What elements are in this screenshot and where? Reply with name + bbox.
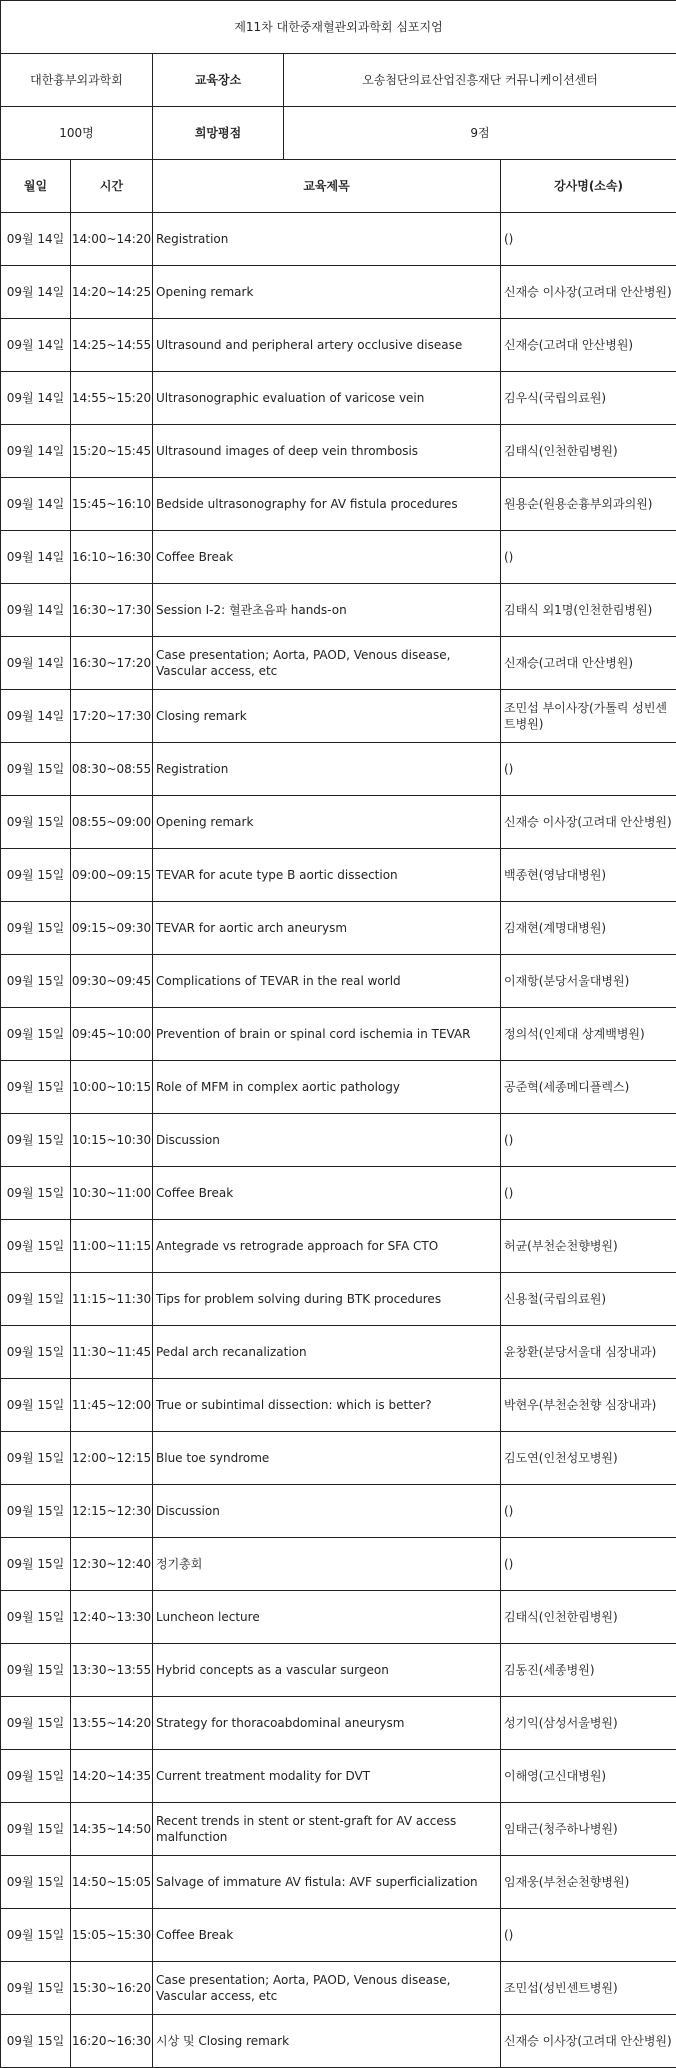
session-subject: Ultrasound images of deep vein thrombosis bbox=[153, 425, 501, 478]
session-lecturer: 신재승 이사장(고려대 안산병원) bbox=[501, 2015, 676, 2068]
session-time: 14:50~15:05 bbox=[71, 1856, 153, 1909]
session-subject: Blue toe syndrome bbox=[153, 1432, 501, 1485]
col-date-header: 월일 bbox=[1, 160, 71, 213]
session-time: 17:20~17:30 bbox=[71, 690, 153, 743]
session-time: 14:20~14:35 bbox=[71, 1750, 153, 1803]
schedule-row bbox=[1, 1379, 676, 1432]
session-time: 12:30~12:40 bbox=[71, 1538, 153, 1591]
session-lecturer: 김재현(계명대병원) bbox=[501, 902, 676, 955]
session-date: 09월 14일 bbox=[1, 372, 71, 425]
session-time: 14:35~14:50 bbox=[71, 1803, 153, 1856]
session-time: 16:30~17:20 bbox=[71, 637, 153, 690]
schedule-row bbox=[1, 266, 676, 319]
session-subject: Ultrasonographic evaluation of varicose vein bbox=[153, 372, 501, 425]
session-subject: Closing remark bbox=[153, 690, 501, 743]
session-date: 09월 15일 bbox=[1, 1326, 71, 1379]
schedule-row bbox=[1, 1432, 676, 1485]
venue-label: 교육장소 bbox=[153, 54, 284, 107]
session-lecturer: 김우식(국립의료원) bbox=[501, 372, 676, 425]
col-time-header: 시간 bbox=[71, 160, 153, 213]
session-subject: Role of MFM in complex aortic pathology bbox=[153, 1061, 501, 1114]
session-date: 09월 15일 bbox=[1, 1538, 71, 1591]
schedule-row bbox=[1, 2015, 676, 2068]
schedule-row bbox=[1, 1220, 676, 1273]
session-date: 09월 15일 bbox=[1, 1909, 71, 1962]
session-subject: Coffee Break bbox=[153, 1167, 501, 1220]
session-lecturer: 허균(부천순천향병원) bbox=[501, 1220, 676, 1273]
session-lecturer: 이재항(분당서울대병원) bbox=[501, 955, 676, 1008]
session-date: 09월 15일 bbox=[1, 1591, 71, 1644]
session-time: 12:15~12:30 bbox=[71, 1485, 153, 1538]
column-header-row bbox=[1, 160, 676, 213]
session-time: 09:00~09:15 bbox=[71, 849, 153, 902]
session-time: 16:30~17:30 bbox=[71, 584, 153, 637]
session-lecturer: () bbox=[501, 1538, 676, 1591]
session-lecturer: 윤창환(분당서울대 심장내과) bbox=[501, 1326, 676, 1379]
schedule-row bbox=[1, 1644, 676, 1697]
session-date: 09월 14일 bbox=[1, 690, 71, 743]
session-time: 10:15~10:30 bbox=[71, 1114, 153, 1167]
session-subject: Opening remark bbox=[153, 266, 501, 319]
session-lecturer: 김동진(세종병원) bbox=[501, 1644, 676, 1697]
title-row bbox=[1, 1, 676, 54]
session-subject: Tips for problem solving during BTK procedures bbox=[153, 1273, 501, 1326]
session-date: 09월 14일 bbox=[1, 425, 71, 478]
session-date: 09월 15일 bbox=[1, 1114, 71, 1167]
session-date: 09월 15일 bbox=[1, 1273, 71, 1326]
session-date: 09월 15일 bbox=[1, 743, 71, 796]
schedule-row bbox=[1, 531, 676, 584]
capacity-row bbox=[1, 107, 676, 160]
session-time: 15:45~16:10 bbox=[71, 478, 153, 531]
schedule-row bbox=[1, 213, 676, 266]
session-lecturer: 원용순(원용순흉부외과의원) bbox=[501, 478, 676, 531]
session-time: 15:30~16:20 bbox=[71, 1962, 153, 2015]
session-subject: Hybrid concepts as a vascular surgeon bbox=[153, 1644, 501, 1697]
session-time: 09:30~09:45 bbox=[71, 955, 153, 1008]
schedule-row bbox=[1, 1485, 676, 1538]
session-lecturer: () bbox=[501, 1485, 676, 1538]
session-lecturer: () bbox=[501, 531, 676, 584]
session-time: 10:30~11:00 bbox=[71, 1167, 153, 1220]
col-subject-header: 교육제목 bbox=[153, 160, 501, 213]
schedule-row bbox=[1, 1909, 676, 1962]
session-time: 16:20~16:30 bbox=[71, 2015, 153, 2068]
session-subject: Coffee Break bbox=[153, 1909, 501, 1962]
session-subject: 시상 및 Closing remark bbox=[153, 2015, 501, 2068]
document-title: 제11차 대한중재혈관외과학회 심포지엄 bbox=[1, 1, 676, 54]
session-lecturer: 신재승 이사장(고려대 안산병원) bbox=[501, 266, 676, 319]
schedule-row bbox=[1, 1273, 676, 1326]
session-subject: Ultrasound and peripheral artery occlusive disease bbox=[153, 319, 501, 372]
session-lecturer: 신재승(고려대 안산병원) bbox=[501, 319, 676, 372]
schedule-row bbox=[1, 796, 676, 849]
session-time: 12:40~13:30 bbox=[71, 1591, 153, 1644]
session-date: 09월 15일 bbox=[1, 1697, 71, 1750]
session-date: 09월 14일 bbox=[1, 319, 71, 372]
session-time: 13:55~14:20 bbox=[71, 1697, 153, 1750]
schedule-row bbox=[1, 372, 676, 425]
session-lecturer: 조민섭(성빈센트병원) bbox=[501, 1962, 676, 2015]
session-subject: Coffee Break bbox=[153, 531, 501, 584]
session-date: 09월 15일 bbox=[1, 1962, 71, 2015]
session-date: 09월 15일 bbox=[1, 1750, 71, 1803]
credit-label: 희망평점 bbox=[153, 107, 284, 160]
session-time: 14:20~14:25 bbox=[71, 266, 153, 319]
session-lecturer: () bbox=[501, 1167, 676, 1220]
session-date: 09월 15일 bbox=[1, 955, 71, 1008]
session-time: 08:30~08:55 bbox=[71, 743, 153, 796]
session-date: 09월 15일 bbox=[1, 1061, 71, 1114]
session-date: 09월 15일 bbox=[1, 1856, 71, 1909]
session-lecturer: 백종현(영남대병원) bbox=[501, 849, 676, 902]
schedule-row bbox=[1, 1008, 676, 1061]
session-date: 09월 15일 bbox=[1, 796, 71, 849]
session-time: 14:25~14:55 bbox=[71, 319, 153, 372]
organizer-row bbox=[1, 54, 676, 107]
schedule-row bbox=[1, 1591, 676, 1644]
session-lecturer: 신재승 이사장(고려대 안산병원) bbox=[501, 796, 676, 849]
session-time: 08:55~09:00 bbox=[71, 796, 153, 849]
session-time: 15:20~15:45 bbox=[71, 425, 153, 478]
session-subject: Opening remark bbox=[153, 796, 501, 849]
session-date: 09월 14일 bbox=[1, 584, 71, 637]
session-lecturer: 임태근(청주하나병원) bbox=[501, 1803, 676, 1856]
session-lecturer: 임재웅(부천순천향병원) bbox=[501, 1856, 676, 1909]
session-subject: Antegrade vs retrograde approach for SFA CTO bbox=[153, 1220, 501, 1273]
session-date: 09월 15일 bbox=[1, 1167, 71, 1220]
session-date: 09월 15일 bbox=[1, 1803, 71, 1856]
session-lecturer: 김태식(인천한림병원) bbox=[501, 425, 676, 478]
session-lecturer: 조민섭 부이사장(가톨릭 성빈센트병원) bbox=[501, 690, 676, 743]
session-subject: Case presentation; Aorta, PAOD, Venous disease, Vascular access, etc bbox=[153, 637, 501, 690]
session-date: 09월 15일 bbox=[1, 1379, 71, 1432]
session-subject: TEVAR for aortic arch aneurysm bbox=[153, 902, 501, 955]
session-subject: Prevention of brain or spinal cord ischemia in TEVAR bbox=[153, 1008, 501, 1061]
session-date: 09월 15일 bbox=[1, 1220, 71, 1273]
schedule-row bbox=[1, 1803, 676, 1856]
session-time: 09:45~10:00 bbox=[71, 1008, 153, 1061]
session-subject: Case presentation; Aorta, PAOD, Venous disease, Vascular access, etc bbox=[153, 1962, 501, 2015]
session-lecturer: () bbox=[501, 743, 676, 796]
session-time: 11:45~12:00 bbox=[71, 1379, 153, 1432]
session-lecturer: () bbox=[501, 1114, 676, 1167]
session-date: 09월 15일 bbox=[1, 1008, 71, 1061]
schedule-row bbox=[1, 1750, 676, 1803]
session-subject: TEVAR for acute type B aortic dissection bbox=[153, 849, 501, 902]
session-lecturer: 정의석(인제대 상계백병원) bbox=[501, 1008, 676, 1061]
session-date: 09월 14일 bbox=[1, 213, 71, 266]
session-lecturer: 김도연(인천성모병원) bbox=[501, 1432, 676, 1485]
session-date: 09월 14일 bbox=[1, 531, 71, 584]
session-lecturer: 성기익(삼성서울병원) bbox=[501, 1697, 676, 1750]
schedule-row bbox=[1, 1061, 676, 1114]
session-subject: Recent trends in stent or stent-graft for AV access malfunction bbox=[153, 1803, 501, 1856]
schedule-row bbox=[1, 1856, 676, 1909]
session-time: 10:00~10:15 bbox=[71, 1061, 153, 1114]
session-date: 09월 15일 bbox=[1, 902, 71, 955]
session-lecturer: () bbox=[501, 213, 676, 266]
session-subject: Pedal arch recanalization bbox=[153, 1326, 501, 1379]
col-lecturer-header: 강사명(소속) bbox=[501, 160, 676, 213]
session-time: 09:15~09:30 bbox=[71, 902, 153, 955]
session-date: 09월 15일 bbox=[1, 2015, 71, 2068]
schedule-row bbox=[1, 1167, 676, 1220]
session-lecturer: 공준혁(세종메디플렉스) bbox=[501, 1061, 676, 1114]
session-lecturer: 김태식 외1명(인천한림병원) bbox=[501, 584, 676, 637]
session-subject: Bedside ultrasonography for AV fistula procedures bbox=[153, 478, 501, 531]
schedule-row bbox=[1, 1962, 676, 2015]
session-subject: 정기총회 bbox=[153, 1538, 501, 1591]
session-time: 11:00~11:15 bbox=[71, 1220, 153, 1273]
session-subject: Discussion bbox=[153, 1114, 501, 1167]
session-lecturer: 박현우(부천순천향 심장내과) bbox=[501, 1379, 676, 1432]
schedule-row bbox=[1, 743, 676, 796]
schedule-row bbox=[1, 902, 676, 955]
schedule-row bbox=[1, 478, 676, 531]
session-subject: Registration bbox=[153, 213, 501, 266]
session-lecturer: 신용철(국립의료원) bbox=[501, 1273, 676, 1326]
session-lecturer: 이해영(고신대병원) bbox=[501, 1750, 676, 1803]
schedule-row bbox=[1, 319, 676, 372]
schedule-row bbox=[1, 1326, 676, 1379]
schedule-row bbox=[1, 1538, 676, 1591]
session-subject: Current treatment modality for DVT bbox=[153, 1750, 501, 1803]
session-time: 14:55~15:20 bbox=[71, 372, 153, 425]
schedule-row bbox=[1, 425, 676, 478]
session-date: 09월 15일 bbox=[1, 1432, 71, 1485]
organizer: 대한흉부외과학회 bbox=[1, 54, 153, 107]
session-subject: True or subintimal dissection: which is better? bbox=[153, 1379, 501, 1432]
session-time: 14:00~14:20 bbox=[71, 213, 153, 266]
session-date: 09월 14일 bbox=[1, 637, 71, 690]
session-subject: Registration bbox=[153, 743, 501, 796]
session-date: 09월 14일 bbox=[1, 478, 71, 531]
session-date: 09월 15일 bbox=[1, 1485, 71, 1538]
session-lecturer: () bbox=[501, 1909, 676, 1962]
session-subject: Salvage of immature AV fistula: AVF superficialization bbox=[153, 1856, 501, 1909]
schedule-row bbox=[1, 637, 676, 690]
session-date: 09월 15일 bbox=[1, 849, 71, 902]
session-lecturer: 김태식(인천한림병원) bbox=[501, 1591, 676, 1644]
session-subject: Session I-2: 혈관초음파 hands-on bbox=[153, 584, 501, 637]
session-lecturer: 신재승(고려대 안산병원) bbox=[501, 637, 676, 690]
session-time: 13:30~13:55 bbox=[71, 1644, 153, 1697]
session-date: 09월 14일 bbox=[1, 266, 71, 319]
schedule-row bbox=[1, 849, 676, 902]
venue: 오송첨단의료산업진흥재단 커뮤니케이션센터 bbox=[284, 54, 676, 107]
capacity: 100명 bbox=[1, 107, 153, 160]
session-subject: Luncheon lecture bbox=[153, 1591, 501, 1644]
schedule-row bbox=[1, 1697, 676, 1750]
schedule-row bbox=[1, 1114, 676, 1167]
session-subject: Strategy for thoracoabdominal aneurysm bbox=[153, 1697, 501, 1750]
schedule-row bbox=[1, 955, 676, 1008]
credit: 9점 bbox=[284, 107, 676, 160]
schedule-row bbox=[1, 690, 676, 743]
session-subject: Discussion bbox=[153, 1485, 501, 1538]
schedule-row bbox=[1, 584, 676, 637]
session-time: 16:10~16:30 bbox=[71, 531, 153, 584]
session-time: 12:00~12:15 bbox=[71, 1432, 153, 1485]
session-time: 11:15~11:30 bbox=[71, 1273, 153, 1326]
session-date: 09월 15일 bbox=[1, 1644, 71, 1697]
session-subject: Complications of TEVAR in the real world bbox=[153, 955, 501, 1008]
session-time: 15:05~15:30 bbox=[71, 1909, 153, 1962]
session-time: 11:30~11:45 bbox=[71, 1326, 153, 1379]
